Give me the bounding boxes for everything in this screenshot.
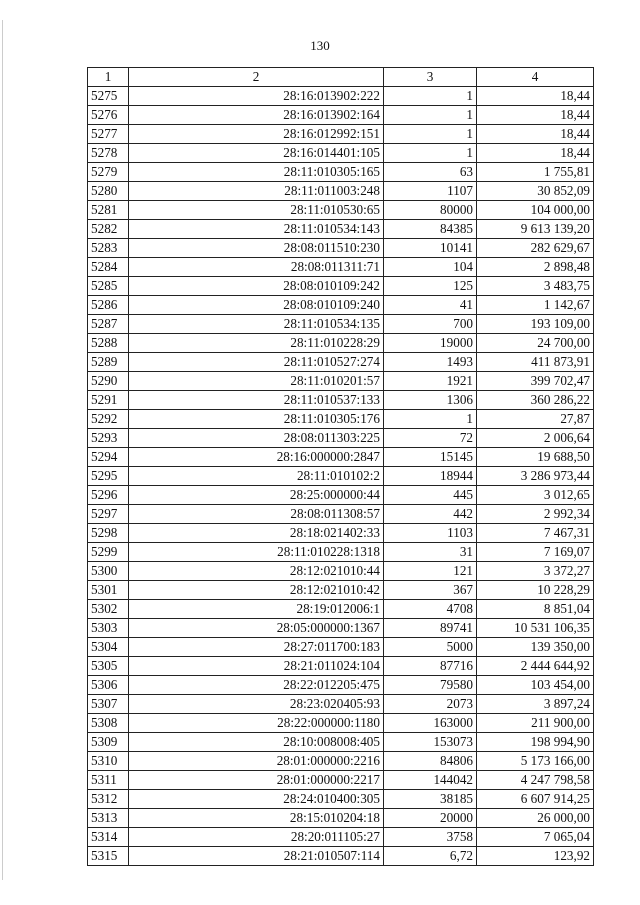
row-number-cell: 5299	[88, 543, 129, 562]
cadastral-number-cell: 28:16:013902:164	[129, 106, 384, 125]
cadastral-number-cell: 28:16:012992:151	[129, 125, 384, 144]
quantity-cell: 79580	[384, 676, 477, 695]
row-number-cell: 5279	[88, 163, 129, 182]
quantity-cell: 104	[384, 258, 477, 277]
quantity-cell: 41	[384, 296, 477, 315]
cadastral-number-cell: 28:12:021010:42	[129, 581, 384, 600]
amount-cell: 6 607 914,25	[477, 790, 594, 809]
amount-cell: 18,44	[477, 106, 594, 125]
amount-cell: 1 755,81	[477, 163, 594, 182]
table-row	[88, 733, 594, 752]
quantity-cell: 63	[384, 163, 477, 182]
table-row	[88, 448, 594, 467]
row-number-cell: 5297	[88, 505, 129, 524]
table-row	[88, 543, 594, 562]
page-number: 130	[310, 38, 330, 53]
row-number-cell: 5314	[88, 828, 129, 847]
header-col-2: 2	[129, 68, 384, 87]
table-row	[88, 353, 594, 372]
cadastral-number-cell: 28:11:010305:176	[129, 410, 384, 429]
row-number-cell: 5310	[88, 752, 129, 771]
cadastral-number-cell: 28:18:021402:33	[129, 524, 384, 543]
quantity-cell: 1921	[384, 372, 477, 391]
amount-cell: 7 467,31	[477, 524, 594, 543]
table-row	[88, 391, 594, 410]
row-number-cell: 5275	[88, 87, 129, 106]
amount-cell: 19 688,50	[477, 448, 594, 467]
cadastral-number-cell: 28:21:010507:114	[129, 847, 384, 866]
table-row	[88, 467, 594, 486]
table-row	[88, 220, 594, 239]
table-row	[88, 163, 594, 182]
quantity-cell: 1	[384, 410, 477, 429]
quantity-cell: 144042	[384, 771, 477, 790]
table-row	[88, 809, 594, 828]
cadastral-number-cell: 28:08:011303:225	[129, 429, 384, 448]
quantity-cell: 1107	[384, 182, 477, 201]
table-row	[88, 239, 594, 258]
cadastral-number-cell: 28:08:011308:57	[129, 505, 384, 524]
cadastral-number-cell: 28:11:010534:143	[129, 220, 384, 239]
row-number-cell: 5308	[88, 714, 129, 733]
cadastral-number-cell: 28:08:010109:240	[129, 296, 384, 315]
amount-cell: 18,44	[477, 125, 594, 144]
quantity-cell: 2073	[384, 695, 477, 714]
table-row	[88, 182, 594, 201]
amount-cell: 282 629,67	[477, 239, 594, 258]
amount-cell: 139 350,00	[477, 638, 594, 657]
table-row	[88, 486, 594, 505]
quantity-cell: 1103	[384, 524, 477, 543]
row-number-cell: 5281	[88, 201, 129, 220]
table-header	[88, 68, 594, 87]
cadastral-number-cell: 28:22:000000:1180	[129, 714, 384, 733]
row-number-cell: 5290	[88, 372, 129, 391]
quantity-cell: 15145	[384, 448, 477, 467]
row-number-cell: 5315	[88, 847, 129, 866]
cadastral-number-cell: 28:23:020405:93	[129, 695, 384, 714]
quantity-cell: 5000	[384, 638, 477, 657]
cadastral-number-cell: 28:08:011510:230	[129, 239, 384, 258]
header-col-4: 4	[477, 68, 594, 87]
cadastral-number-cell: 28:22:012205:475	[129, 676, 384, 695]
amount-cell: 2 006,64	[477, 429, 594, 448]
amount-cell: 2 444 644,92	[477, 657, 594, 676]
row-number-cell: 5295	[88, 467, 129, 486]
amount-cell: 10 531 106,35	[477, 619, 594, 638]
quantity-cell: 700	[384, 315, 477, 334]
row-number-cell: 5289	[88, 353, 129, 372]
table-row	[88, 714, 594, 733]
quantity-cell: 31	[384, 543, 477, 562]
table-row	[88, 410, 594, 429]
row-number-cell: 5303	[88, 619, 129, 638]
row-number-cell: 5294	[88, 448, 129, 467]
registry-table	[87, 67, 594, 866]
cadastral-number-cell: 28:27:011700:183	[129, 638, 384, 657]
cadastral-number-cell: 28:11:010201:57	[129, 372, 384, 391]
amount-cell: 3 483,75	[477, 277, 594, 296]
table-row	[88, 505, 594, 524]
table-row	[88, 638, 594, 657]
quantity-cell: 84806	[384, 752, 477, 771]
row-number-cell: 5284	[88, 258, 129, 277]
row-number-cell: 5307	[88, 695, 129, 714]
table-row	[88, 619, 594, 638]
table-row	[88, 847, 594, 866]
cadastral-number-cell: 28:11:010527:274	[129, 353, 384, 372]
quantity-cell: 445	[384, 486, 477, 505]
scan-edge-mark	[2, 20, 3, 880]
cadastral-number-cell: 28:16:013902:222	[129, 87, 384, 106]
amount-cell: 2 898,48	[477, 258, 594, 277]
quantity-cell: 19000	[384, 334, 477, 353]
cadastral-number-cell: 28:01:000000:2217	[129, 771, 384, 790]
row-number-cell: 5280	[88, 182, 129, 201]
quantity-cell: 163000	[384, 714, 477, 733]
quantity-cell: 3758	[384, 828, 477, 847]
quantity-cell: 38185	[384, 790, 477, 809]
cadastral-number-cell: 28:11:010102:2	[129, 467, 384, 486]
quantity-cell: 1	[384, 125, 477, 144]
quantity-cell: 72	[384, 429, 477, 448]
amount-cell: 211 900,00	[477, 714, 594, 733]
row-number-cell: 5309	[88, 733, 129, 752]
quantity-cell: 10141	[384, 239, 477, 258]
quantity-cell: 80000	[384, 201, 477, 220]
amount-cell: 8 851,04	[477, 600, 594, 619]
row-number-cell: 5285	[88, 277, 129, 296]
row-number-cell: 5304	[88, 638, 129, 657]
row-number-cell: 5293	[88, 429, 129, 448]
row-number-cell: 5283	[88, 239, 129, 258]
cadastral-number-cell: 28:20:011105:27	[129, 828, 384, 847]
row-number-cell: 5313	[88, 809, 129, 828]
row-number-cell: 5311	[88, 771, 129, 790]
table-row	[88, 600, 594, 619]
table-row	[88, 258, 594, 277]
cadastral-number-cell: 28:08:010109:242	[129, 277, 384, 296]
cadastral-number-cell: 28:11:010228:29	[129, 334, 384, 353]
amount-cell: 26 000,00	[477, 809, 594, 828]
row-number-cell: 5312	[88, 790, 129, 809]
quantity-cell: 87716	[384, 657, 477, 676]
cadastral-number-cell: 28:21:011024:104	[129, 657, 384, 676]
table-row	[88, 296, 594, 315]
quantity-cell: 1306	[384, 391, 477, 410]
quantity-cell: 6,72	[384, 847, 477, 866]
amount-cell: 27,87	[477, 410, 594, 429]
quantity-cell: 84385	[384, 220, 477, 239]
table-row	[88, 87, 594, 106]
table-row	[88, 657, 594, 676]
cadastral-number-cell: 28:25:000000:44	[129, 486, 384, 505]
amount-cell: 3 286 973,44	[477, 467, 594, 486]
row-number-cell: 5277	[88, 125, 129, 144]
table-row	[88, 315, 594, 334]
table-row	[88, 201, 594, 220]
amount-cell: 18,44	[477, 87, 594, 106]
header-col-1: 1	[88, 68, 129, 87]
quantity-cell: 442	[384, 505, 477, 524]
amount-cell: 7 169,07	[477, 543, 594, 562]
quantity-cell: 1	[384, 87, 477, 106]
amount-cell: 10 228,29	[477, 581, 594, 600]
row-number-cell: 5305	[88, 657, 129, 676]
amount-cell: 3 897,24	[477, 695, 594, 714]
table-row	[88, 790, 594, 809]
amount-cell: 399 702,47	[477, 372, 594, 391]
cadastral-number-cell: 28:24:010400:305	[129, 790, 384, 809]
quantity-cell: 1493	[384, 353, 477, 372]
table-row	[88, 524, 594, 543]
table-row	[88, 372, 594, 391]
amount-cell: 198 994,90	[477, 733, 594, 752]
table-row	[88, 695, 594, 714]
row-number-cell: 5301	[88, 581, 129, 600]
table-row	[88, 581, 594, 600]
row-number-cell: 5288	[88, 334, 129, 353]
table-row	[88, 277, 594, 296]
cadastral-number-cell: 28:11:010537:133	[129, 391, 384, 410]
amount-cell: 5 173 166,00	[477, 752, 594, 771]
table-row	[88, 562, 594, 581]
row-number-cell: 5286	[88, 296, 129, 315]
quantity-cell: 1	[384, 106, 477, 125]
amount-cell: 193 109,00	[477, 315, 594, 334]
amount-cell: 2 992,34	[477, 505, 594, 524]
cadastral-number-cell: 28:12:021010:44	[129, 562, 384, 581]
cadastral-number-cell: 28:11:010228:1318	[129, 543, 384, 562]
quantity-cell: 367	[384, 581, 477, 600]
row-number-cell: 5298	[88, 524, 129, 543]
cadastral-number-cell: 28:10:008008:405	[129, 733, 384, 752]
cadastral-number-cell: 28:08:011311:71	[129, 258, 384, 277]
quantity-cell: 125	[384, 277, 477, 296]
row-number-cell: 5276	[88, 106, 129, 125]
amount-cell: 103 454,00	[477, 676, 594, 695]
row-number-cell: 5292	[88, 410, 129, 429]
cadastral-number-cell: 28:16:014401:105	[129, 144, 384, 163]
row-number-cell: 5306	[88, 676, 129, 695]
cadastral-number-cell: 28:05:000000:1367	[129, 619, 384, 638]
amount-cell: 360 286,22	[477, 391, 594, 410]
amount-cell: 104 000,00	[477, 201, 594, 220]
cadastral-number-cell: 28:11:010534:135	[129, 315, 384, 334]
cadastral-number-cell: 28:15:010204:18	[129, 809, 384, 828]
amount-cell: 4 247 798,58	[477, 771, 594, 790]
row-number-cell: 5291	[88, 391, 129, 410]
quantity-cell: 153073	[384, 733, 477, 752]
amount-cell: 30 852,09	[477, 182, 594, 201]
cadastral-number-cell: 28:16:000000:2847	[129, 448, 384, 467]
amount-cell: 18,44	[477, 144, 594, 163]
amount-cell: 3 372,27	[477, 562, 594, 581]
table-row	[88, 429, 594, 448]
table-row	[88, 144, 594, 163]
quantity-cell: 18944	[384, 467, 477, 486]
cadastral-number-cell: 28:01:000000:2216	[129, 752, 384, 771]
row-number-cell: 5296	[88, 486, 129, 505]
quantity-cell: 20000	[384, 809, 477, 828]
table-row	[88, 106, 594, 125]
table-row	[88, 771, 594, 790]
table-row	[88, 676, 594, 695]
amount-cell: 123,92	[477, 847, 594, 866]
row-number-cell: 5282	[88, 220, 129, 239]
table-body	[88, 87, 594, 866]
table-row	[88, 334, 594, 353]
amount-cell: 411 873,91	[477, 353, 594, 372]
cadastral-number-cell: 28:19:012006:1	[129, 600, 384, 619]
row-number-cell: 5302	[88, 600, 129, 619]
amount-cell: 1 142,67	[477, 296, 594, 315]
cadastral-number-cell: 28:11:010305:165	[129, 163, 384, 182]
cadastral-number-cell: 28:11:010530:65	[129, 201, 384, 220]
amount-cell: 7 065,04	[477, 828, 594, 847]
table-row	[88, 752, 594, 771]
table-row	[88, 125, 594, 144]
amount-cell: 24 700,00	[477, 334, 594, 353]
table-row	[88, 828, 594, 847]
quantity-cell: 4708	[384, 600, 477, 619]
cadastral-number-cell: 28:11:011003:248	[129, 182, 384, 201]
quantity-cell: 89741	[384, 619, 477, 638]
quantity-cell: 121	[384, 562, 477, 581]
amount-cell: 3 012,65	[477, 486, 594, 505]
header-row	[88, 68, 594, 87]
row-number-cell: 5300	[88, 562, 129, 581]
amount-cell: 9 613 139,20	[477, 220, 594, 239]
header-col-3: 3	[384, 68, 477, 87]
quantity-cell: 1	[384, 144, 477, 163]
row-number-cell: 5287	[88, 315, 129, 334]
row-number-cell: 5278	[88, 144, 129, 163]
